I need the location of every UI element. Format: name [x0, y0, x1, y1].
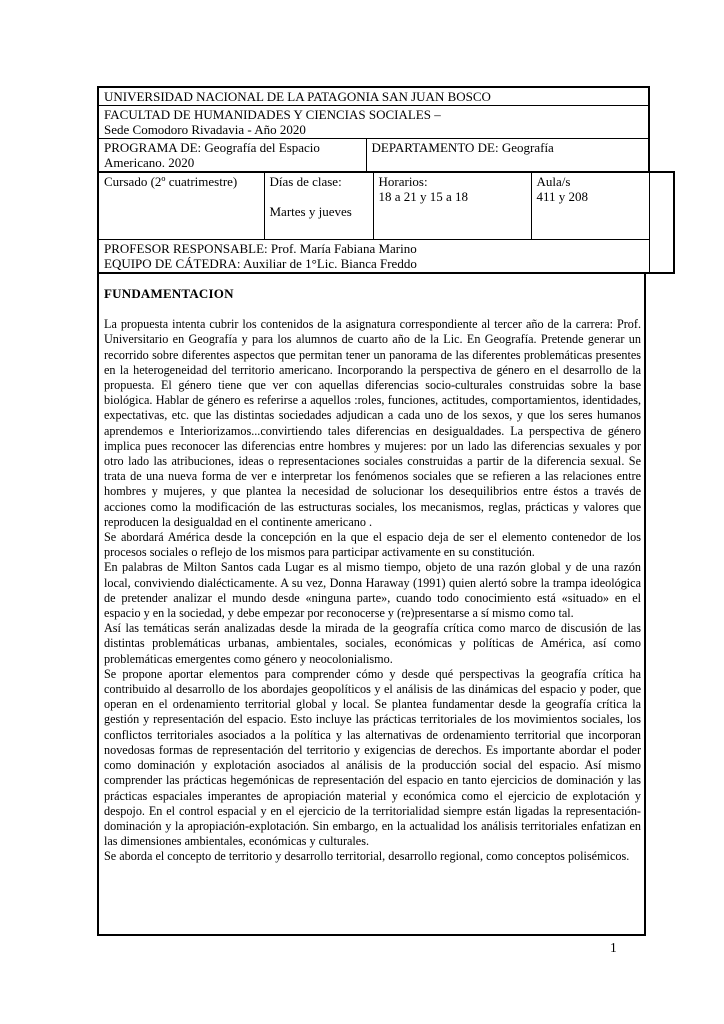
paragraph: Así las temáticas serán analizadas desde la mirada de la geografía crítica como marco de discusión de las distintas problemáticas urbanas, ambientales, sociales, económicas y políticas de América, así como problemáticas emergentes como género y neocolonialismo.: [104, 621, 641, 666]
faculty-name: FACULTAD DE HUMANIDADES Y CIENCIAS SOCIALES –: [104, 107, 441, 122]
department-name: DEPARTAMENTO DE: Geografía: [366, 139, 649, 173]
horarios-label: Horarios:: [378, 174, 428, 189]
empty-side-cell: [649, 172, 674, 273]
aula-value: 411 y 208: [536, 189, 589, 204]
dias-value: Martes y jueves: [269, 204, 352, 219]
cursado-cell: Cursado (2º cuatrimestre): [98, 172, 264, 239]
sede-year-line: Sede Comodoro Rivadavia - Año 2020: [104, 122, 306, 137]
paragraph: En palabras de Milton Santos cada Lugar es al mismo tiempo, objeto de una razón global y de una razón local, conviviendo dialécticamente. A su vez, Donna Haraway (1991) quien alertó sobre la trampa ideológica de pretender analizar el mundo desde «ninguna parte», cuando todo conocimiento está «situado» en el espacio y en la sociedad, y debe empezar por reconocerse y (re)presentarse a sí mismo como tal.: [104, 560, 641, 621]
horarios-cell: [373, 172, 531, 239]
paragraph: Se propone aportar elementos para comprender cómo y desde qué perspectivas la geografía crítica ha contribuido al desarrollo de los abordajes geopolíticos y el análisis de las dinámicas del espacio y poder, que operan en el ordenamiento territorial global y local. Se plantea fundamentar desde la geografía crítica la gestión y representación del espacio. Esto incluye las prácticas territoriales de los movimientos sociales, los conflictos territoriales asociados a la política y las alternativas de ordenamiento territorial que incorporan novedosas formas de representación del territorio y exigencias de derechos. Es importante abordar el poder como dominación y explotación asociados al análisis de la producción social del espacio. Así mismo comprender las prácticas hegemónicas de representación del espacio en tanto ejercicios de dominación y las prácticas espaciales imperantes de apropiación material y económica como el ejercicio de explotación y despojo. En el control espacial y en el ejercicio de la territorialidad siempre están ligadas la representación-dominación y la apropiación-explotación. Sin embargo, en la actualidad los análisis territoriales enfatizan en las dimensiones ambientales, económicas y culturales.: [104, 666, 641, 849]
paragraph: Se aborda el concepto de territorio y desarrollo territorial, desarrollo regional, como conceptos polisémicos.: [104, 849, 630, 864]
aula-label: Aula/s: [536, 174, 571, 189]
section-heading: FUNDAMENTACION: [104, 286, 234, 301]
horarios-value: 18 a 21 y 15 a 18: [378, 189, 469, 204]
aula-cell: [531, 172, 649, 239]
page-number: 1: [610, 940, 617, 955]
header-table: [97, 86, 650, 173]
course-info-table: [97, 171, 675, 274]
paragraph: La propuesta intenta cubrir los contenidos de la asignatura correspondiente al tercer año de la carrera: Prof. Universitario en Geografía y para los alumnos de cuarto año de la Lic. En Geografía. Pretende generar un recorrido sobre diferentes aspectos que permitan tener un panorama de las diferentes problemáticas presentes en la heterogeneidad del territorio americano. Incorporando la perspectiva de género en el desarrollo de la propuesta. El género tiene que ver con aquellas diferencias socio-culturales construidas sobre la base biológica. Hablar de género es referirse a aquellos :roles, funciones, actitudes, comportamientos, identidades, expectativas, etc. que las distintas sociedades adjudican a cada uno de los sexos, y que los seres humanos aprendemos e Interiorizamos...convirtiendo tales diferencias en desigualdades. La perspectiva de género implica pues reconocer las diferencias entre hombres y mujeres: por un lado las diferencias sexuales y por otro lado las atribuciones, ideas o representaciones sociales construidas a partir de la diferencia sexual. Se trata de una nueva forma de ver e interpretar los fenómenos sociales que se refieren a las relaciones entre hombres y mujeres, y que plantea la necesidad de solucionar los desequilibrios entre éstos a través de acciones como la modificación de las estructuras sociales, los mecanismos, reglas, prácticas y valores que reproducen la desigualdad en el continente americano .: [104, 317, 641, 529]
document-content: [97, 86, 673, 936]
faculty-cell: [98, 106, 649, 139]
paragraph: Se abordará América desde la concepción en la que el espacio deja de ser el elemento contenedor de los procesos sociales o reflejo de los mismos para participar activamente en su constitución.: [104, 530, 641, 560]
fundamentacion-section: [97, 272, 646, 936]
equipo-catedra-line: EQUIPO DE CÁTEDRA: Auxiliar de 1°Lic. Bianca Freddo: [104, 255, 417, 271]
program-name: PROGRAMA DE: Geografía del Espacio Americano. 2020: [98, 139, 366, 173]
university-name: UNIVERSIDAD NACIONAL DE LA PATAGONIA SAN JUAN BOSCO: [98, 87, 649, 106]
profesor-responsable-line: PROFESOR RESPONSABLE: Prof. María Fabiana Marino: [104, 240, 417, 256]
dias-de-clase-cell: [264, 172, 373, 239]
dias-label: Días de clase:: [269, 174, 342, 189]
staff-cell: [98, 239, 649, 273]
